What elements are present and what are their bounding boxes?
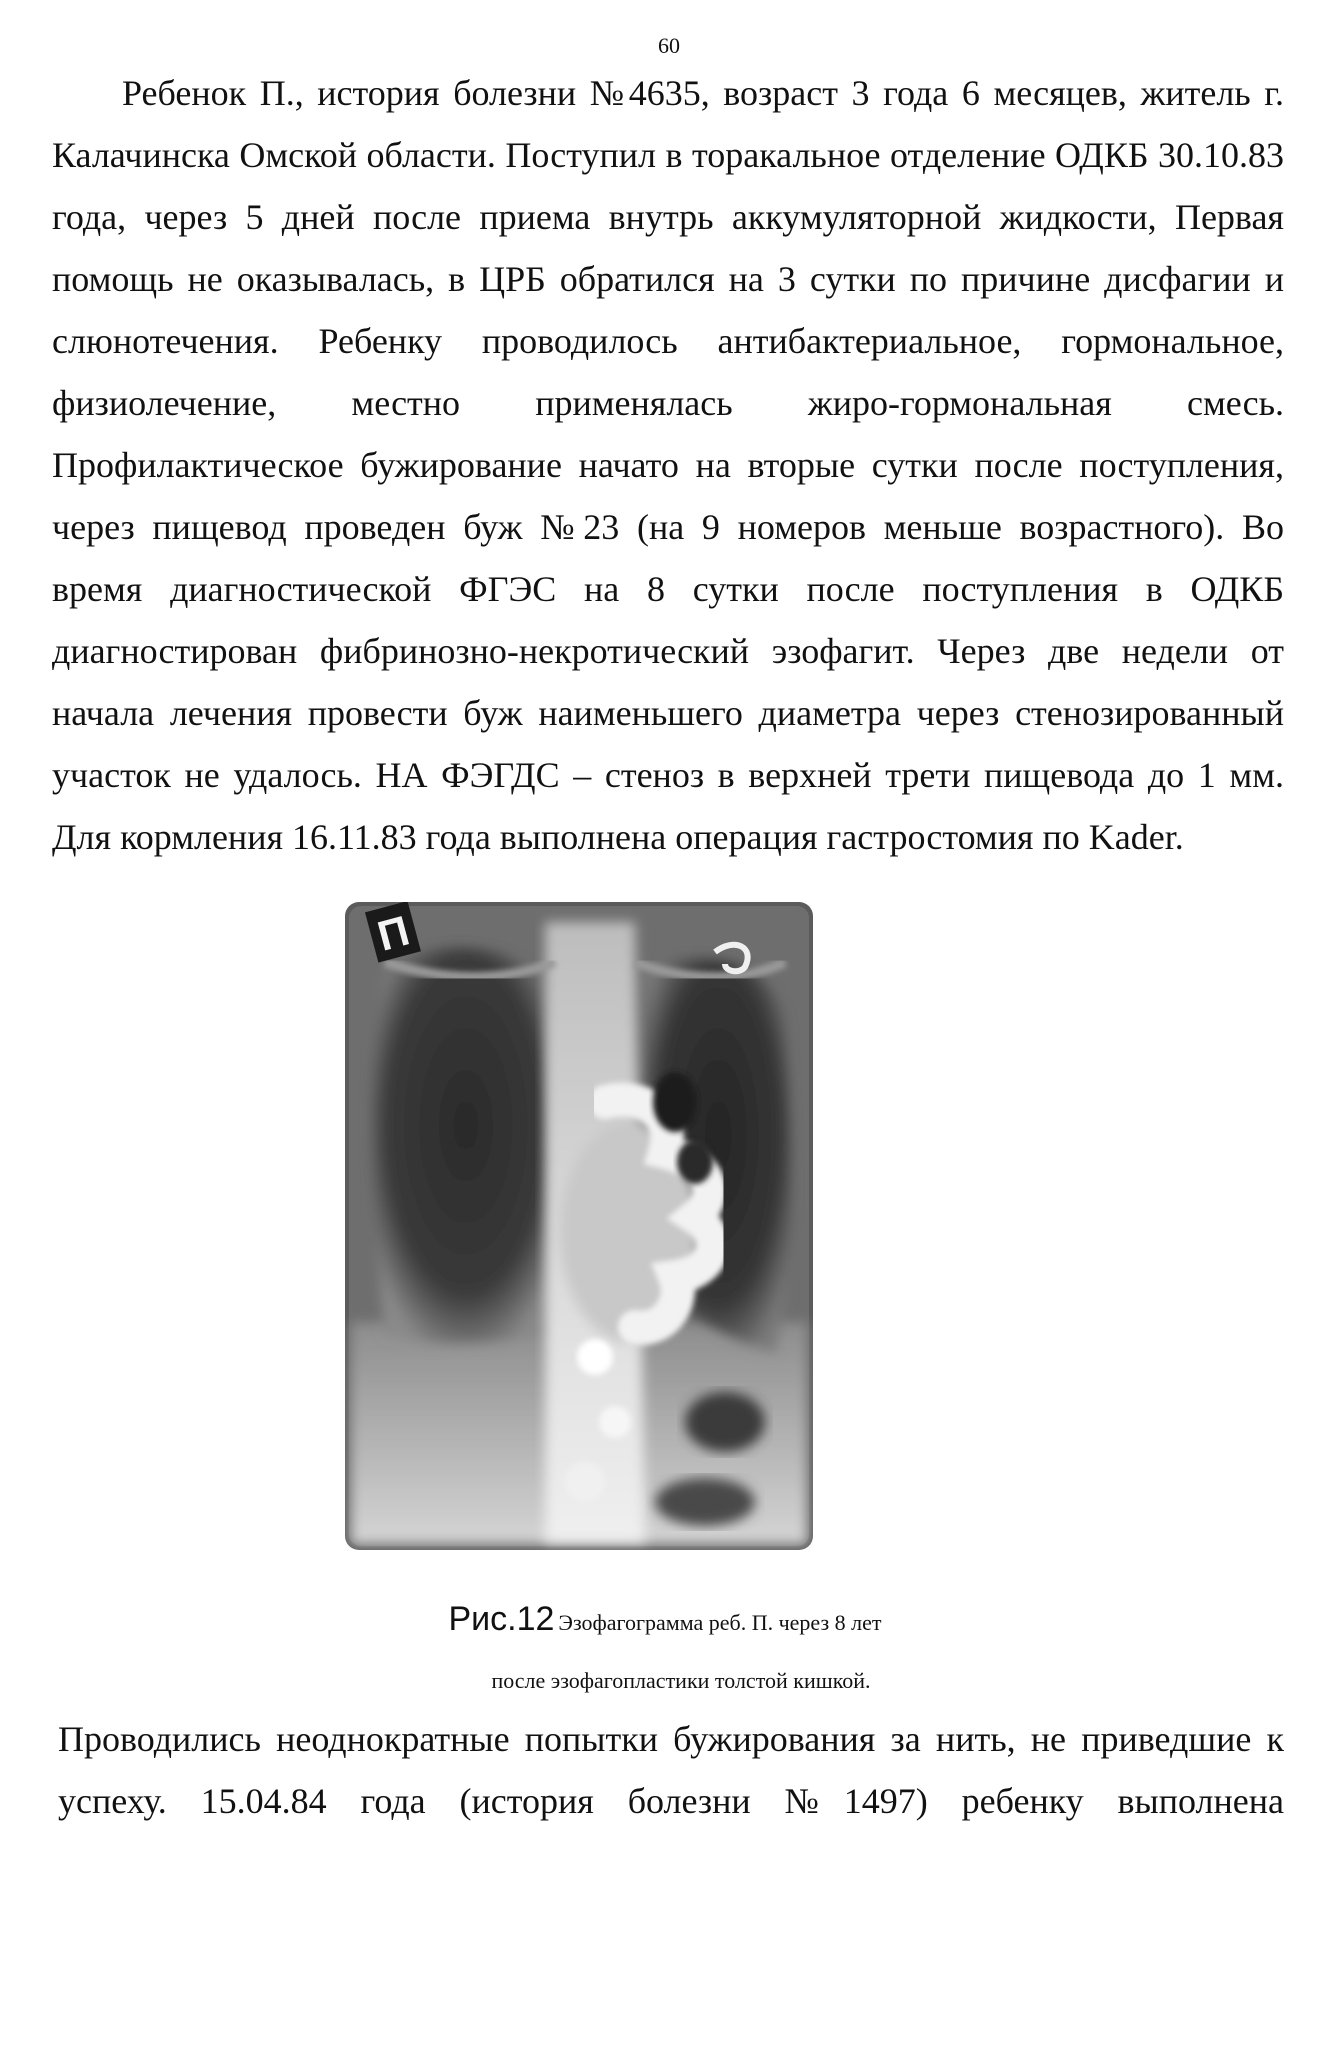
figure-caption-line-1	[0, 1600, 1334, 1639]
paragraph-case-history: Ребенок П., история болезни №4635, возраст 3 года 6 месяцев, житель г. Калачинска Омской области. Поступил в торакальное отделение ОДКБ 30.10.83 года, через 5 дней после приема внутрь аккумуляторной жидкости, Первая помощь не оказывалась, в ЦРБ обратился на 3 сутки по причине дисфагии и слюнотечения. Ребенку проводилось антибактериальное, гормональное, физиолечение, местно применялась жиро-гормональная смесь. Профилактическое бужирование начато на вторые сутки после поступления, через пищевод проведен буж №23 (на 9 номеров меньше возрастного). Во время диагностической ФГЭС на 8 сутки после поступления в ОДКБ диагностирован фибринозно-некротический эзофагит. Через две недели от начала лечения провести буж наименьшего диаметра через стенозированный участок не удалось. НА ФЭГДС – стеноз в верхней трети пищевода до 1 мм. Для кормления 16.11.83 года выполнена операция гастростомия по Kader.	[52, 73, 1284, 857]
xray-figure	[345, 902, 813, 1550]
paragraph-continuation: Проводились неоднократные попытки бужирования за нить, не приведшие к успеху. 15.04.84 года (история болезни №1497) ребенку выполнена	[58, 1719, 1284, 1821]
figure-caption-text-2: после эзофагопластики толстой кишкой.	[491, 1668, 871, 1693]
xray-radiograph-icon	[345, 902, 813, 1550]
page-number: 60	[658, 33, 680, 58]
figure-caption-text-1: Эзофагограмма реб. П. через 8 лет	[558, 1610, 882, 1635]
figure-caption-line-2	[12, 1668, 1338, 1694]
figure-caption-prefix: Рис.12	[448, 1600, 555, 1638]
xray-marker-label: П	[372, 906, 415, 960]
